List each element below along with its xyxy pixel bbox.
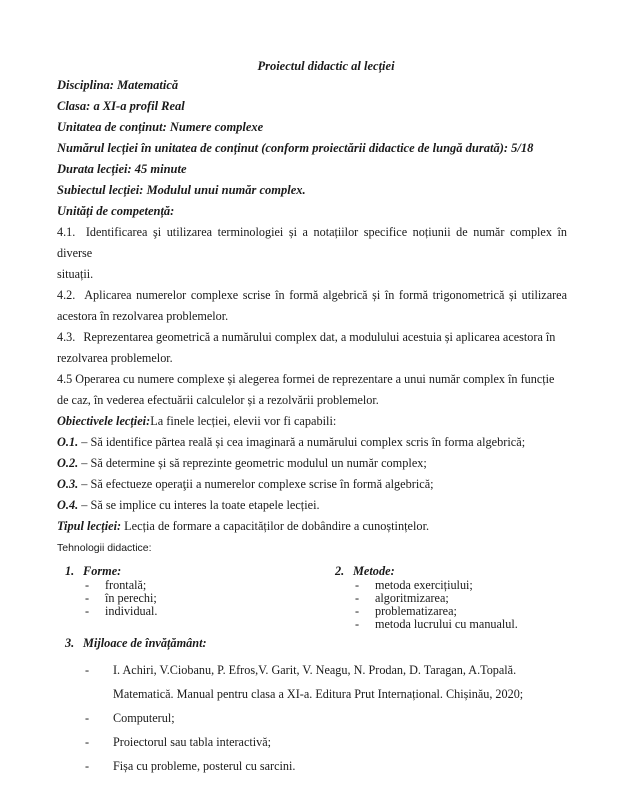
dash-bullet: - <box>85 759 90 773</box>
forms-item: - în perechi; <box>85 591 157 605</box>
competency-text-cont: de caz, în vederea efectuării calculelor și a rezolvării problemelor. <box>57 393 379 407</box>
objectives-heading <box>57 411 567 432</box>
competency-text-cont: acestora în rezolvarea problemelor. <box>57 309 229 323</box>
competency-text-cont: situații. <box>57 267 94 281</box>
objectives-intro: La finele lecției, elevii vor fi capabili: <box>150 414 337 428</box>
objective-text: – Să efectueze operaţii a numerelor complexe scrise în formă algebrică; <box>78 477 434 491</box>
competency-number: 4.3. <box>57 330 76 344</box>
objective-code: O.2. <box>57 456 79 470</box>
competencies-heading: Unități de competență: <box>57 204 175 218</box>
dash-bullet: - <box>85 711 90 725</box>
dash-bullet: - <box>355 591 360 605</box>
means-number: 3. <box>65 636 75 650</box>
technologies-heading: Tehnologii didactice: <box>57 542 152 554</box>
competency-text: Aplicarea numerelor complexe scrise în formă algebrică și în formă trigonometrică și utilizarea <box>84 288 567 302</box>
dash-bullet: - <box>85 663 90 677</box>
competency-text: Operarea cu numere complexe și alegerea formei de reprezentare a unui număr complex în funcție <box>75 372 555 386</box>
objective-code: O.3. <box>57 477 79 491</box>
methods-item: - algoritmizarea; <box>355 591 449 605</box>
document-page <box>57 57 567 778</box>
competency-text-cont: rezolvarea problemelor. <box>57 351 173 365</box>
objectives-label: Obiectivele lecției: <box>57 414 151 428</box>
lesson-type-label: Tipul lecției: <box>57 519 122 533</box>
competency-item <box>57 369 567 411</box>
means-heading <box>65 634 567 652</box>
objective-item <box>57 453 567 474</box>
meta-class: Clasa: a XI-a profil Real <box>57 99 185 113</box>
objective-item <box>57 474 567 495</box>
dash-bullet: - <box>85 591 90 605</box>
technologies-columns <box>57 564 567 634</box>
objectives-list <box>57 432 567 516</box>
document-title: Proiectul didactic al lecției <box>257 59 395 73</box>
means-label: Mijloace de învățământ: <box>83 636 207 650</box>
methods-item: - metoda exercițiului; <box>355 578 473 592</box>
means-item: - Proiectorul sau tabla interactivă; <box>85 730 567 754</box>
dash-bullet: - <box>85 578 90 592</box>
methods-item: - problematizarea; <box>355 604 457 618</box>
objective-item <box>57 495 567 516</box>
meta-content-unit: Unitatea de conținut: Numere complexe <box>57 120 264 134</box>
dash-bullet: - <box>85 735 90 749</box>
means-item: - Computerul; <box>85 706 567 730</box>
meta-discipline: Disciplina: Matematică <box>57 78 179 92</box>
forms-label: Forme: <box>83 564 122 578</box>
competency-text: Identificarea şi utilizarea terminologiei și a notațiilor specifice noțiunii de număr complex în diverse <box>57 225 567 260</box>
objective-text: – Să se implice cu interes la toate etapele lecției. <box>78 498 320 512</box>
dash-bullet: - <box>85 604 90 618</box>
lesson-type-text: Lecția de formare a capacităților de dobândire a cunoștințelor. <box>121 519 430 533</box>
forms-item: - frontală; <box>85 578 147 592</box>
competency-item <box>57 285 567 327</box>
means-item: - I. Achiri, V.Ciobanu, P. Efros,V. Garit, V. Neagu, N. Prodan, D. Taragan, A.Topală. Matematică. Manual pentru clasa a XI-a. Editura Prut Internațional. Chișinău, 2020; <box>85 658 567 706</box>
objective-text: – Să determine și să reprezinte geometric modulul un număr complex; <box>78 456 427 470</box>
methods-label: Metode: <box>353 564 395 578</box>
means-item: - Fișa cu probleme, posterul cu sarcini. <box>85 754 567 778</box>
dash-bullet: - <box>355 617 360 631</box>
objective-code: O.1. <box>57 435 79 449</box>
dash-bullet: - <box>355 604 360 618</box>
competency-number: 4.2. <box>57 288 76 302</box>
meta-lesson-number: Numărul lecției în unitatea de conținut (conform proiectării didactice de lungă durată): 5/18 <box>57 141 534 155</box>
methods-number: 2. <box>335 564 345 578</box>
objective-text: – Să identifice pãrtea reală și cea imaginară a numărului complex scris în forma algebrică; <box>78 435 526 449</box>
competency-text: Reprezentarea geometrică a numărului complex dat, a modulului acestuia și aplicarea acestora în <box>83 330 556 344</box>
objective-item <box>57 432 567 453</box>
forms-number: 1. <box>65 564 75 578</box>
competency-number: 4.5 <box>57 372 73 386</box>
competency-item <box>57 327 567 369</box>
competencies-list <box>57 222 567 411</box>
meta-duration: Durata lecției: 45 minute <box>57 162 187 176</box>
meta-subject: Subiectul lecției: Modulul unui număr complex. <box>57 183 306 197</box>
competency-number: 4.1. <box>57 225 76 239</box>
forms-item: - individual. <box>85 604 158 618</box>
dash-bullet: - <box>355 578 360 592</box>
methods-section <box>335 564 518 631</box>
means-list <box>85 658 567 778</box>
lesson-type <box>57 516 567 537</box>
competency-item <box>57 222 567 285</box>
forms-section <box>65 564 157 618</box>
methods-item: - metoda lucrului cu manualul. <box>355 617 518 631</box>
objective-code: O.4. <box>57 498 79 512</box>
